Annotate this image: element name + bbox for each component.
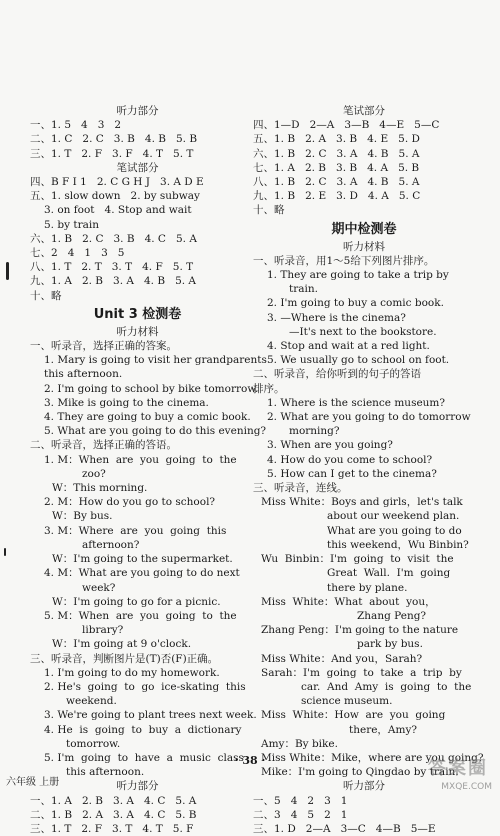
dialogue-line: Mike：I'm going to Qingdao by train. [261, 766, 459, 779]
transcript-line: 2. I'm going to school by bike tomorrow. [44, 382, 259, 395]
transcript-line: 1. They are going to take a trip by [267, 269, 449, 282]
transcript-line: 1. I'm going to do my homework. [44, 666, 220, 679]
transcript-line: tomorrow. [66, 737, 121, 750]
answer-line: 二、1. C 2. C 3. B 4. B 5. B [30, 133, 198, 146]
exam-title: 期中检测卷 [331, 221, 397, 237]
dialogue-line: Zhang Peng：I'm going to the nature [261, 624, 459, 637]
transcript-line: morning? [289, 425, 340, 438]
dialogue-line: Zhang Peng? [357, 609, 427, 622]
dialogue-line: science museum. [301, 695, 393, 708]
transcript-line: 4. How do you come to school? [267, 453, 433, 466]
answer-line: 七、2 4 1 3 5 [30, 247, 125, 260]
answer-line: 四、B F I 1 2. C G H J 3. A D E [30, 176, 204, 189]
transcript-line: this afternoon. [44, 368, 123, 381]
dialogue-line: Amy：By bike. [261, 737, 338, 750]
answer-line: 一、1. 5 4 3 2 [30, 119, 122, 132]
section-heading: 听力部分 [343, 780, 385, 793]
section-heading: 听力部分 [116, 105, 159, 117]
answer-line: 五、1. slow down 2. by subway [30, 190, 200, 203]
answer-line: 三、1. D 2—A 3—C 4—B 5—E [253, 822, 436, 835]
scan-mark [6, 262, 9, 280]
dialogue-line: car. And Amy is going to the [301, 680, 472, 693]
right-column [253, 104, 484, 836]
answer-line: 八、1. T 2. T 3. T 4. F 5. T [30, 261, 194, 274]
transcript-line: 4. He is going to buy a dictionary [44, 723, 242, 736]
question-heading: 二、听录音，给你听到的句子的答语 [253, 368, 421, 381]
section-heading: 笔试部分 [116, 161, 159, 174]
dialogue-line: this weekend，Wu Binbin? [327, 538, 469, 551]
dialogue-line: park by bus. [357, 638, 423, 651]
question-heading: 二、听录音，选择正确的答语。 [30, 439, 177, 452]
transcript-line: zoo? [82, 467, 106, 480]
answer-line: 二、3 4 5 2 1 [253, 808, 348, 821]
transcript-line: W：I'm going to go for a picnic. [52, 595, 221, 608]
transcript-line: 5. How can I get to the cinema? [267, 467, 437, 480]
answer-line: 七、1. A 2. B 3. B 4. A 5. B [253, 161, 420, 174]
transcript-line: 5. We usually go to school on foot. [267, 354, 450, 367]
unit-title: Unit 3 检测卷 [93, 306, 182, 322]
transcript-line: 2. I'm going to buy a comic book. [267, 297, 444, 310]
section-heading: 听力材料 [116, 325, 159, 338]
transcript-line: 4. They are going to buy a comic book. [44, 411, 251, 424]
watermark-mark: 答案圈 [428, 758, 488, 779]
page-number: · 38 · [234, 754, 266, 767]
section-heading: 笔试部分 [343, 105, 385, 117]
question-heading: 排序。 [253, 382, 285, 395]
answer-line: 三、1. T 2. F 3. T 4. T 5. F [30, 822, 194, 835]
dialogue-line: Miss White：How are you going [261, 709, 446, 722]
transcript-line: 4. M：What are you going to do next [44, 567, 240, 580]
transcript-line: 5. M：When are you going to the [44, 609, 237, 622]
transcript-line: —It's next to the bookstore. [289, 325, 437, 338]
transcript-line: 3. —Where is the cinema? [267, 311, 406, 324]
answer-line: 九、1. B 2. E 3. D 4. A 5. C [253, 190, 421, 203]
answer-line: 八、1. B 2. C 3. A 4. B 5. A [253, 176, 420, 189]
transcript-line: W：This morning. [52, 482, 148, 495]
transcript-line: 3. M：Where are you going this [44, 524, 227, 537]
transcript-line: 1. Where is the science museum? [267, 396, 446, 409]
transcript-line: 4. Stop and wait at a red light. [267, 340, 430, 353]
question-heading: 一、听录音，用1～5给下列图片排序。 [253, 254, 435, 267]
transcript-line: 3. When are you going? [267, 439, 393, 452]
answer-line: 六、1. B 2. C 3. A 4. B 5. A [253, 147, 420, 160]
dialogue-line: Miss White：Boys and girls，let's talk [261, 496, 463, 509]
answer-line: 五、1. B 2. A 3. B 4. E 5. D [253, 133, 420, 146]
transcript-line: this afternoon. [66, 766, 145, 779]
transcript-line: 1. Mary is going to visit her grandparents [44, 354, 267, 367]
transcript-line: library? [82, 624, 124, 637]
answer-line: 四、1—D 2—A 3—B 4—E 5—C [253, 119, 440, 132]
transcript-line: 2. M：How do you go to school? [44, 496, 216, 509]
transcript-line: 3. Mike is going to the cinema. [44, 396, 209, 409]
section-heading: 听力材料 [343, 240, 385, 253]
answer-line: 十、略 [253, 204, 285, 217]
transcript-line: 1. M：When are you going to the [44, 453, 237, 466]
scan-mark [4, 548, 6, 556]
dialogue-line: Miss White：What about you， [261, 595, 436, 608]
transcript-line: 2. What are you going to do tomorrow [267, 411, 471, 424]
transcript-line: weekend. [66, 695, 117, 708]
transcript-line: 5. What are you going to do this evening? [44, 425, 267, 438]
dialogue-line: Great Wall. I'm going [327, 567, 451, 580]
transcript-line: W：By bus. [52, 510, 113, 523]
answer-line: 二、1. B 2. A 3. A 4. C 5. B [30, 808, 197, 821]
answer-line: 十、略 [30, 289, 62, 302]
transcript-line: afternoon? [82, 538, 140, 551]
dialogue-line: Wu Binbin：I'm going to visit the [261, 553, 454, 566]
watermark-site: MXQE.COM [441, 781, 492, 792]
answer-line: 5. by train [44, 218, 99, 231]
dialogue-line: Sarah：I'm going to take a trip by [261, 666, 462, 679]
dialogue-line: there，Amy? [349, 723, 418, 736]
answer-line: 三、1. T 2. F 3. F 4. T 5. T [30, 147, 194, 160]
dialogue-line: Miss White：Mike，where are you going? [261, 751, 484, 764]
question-heading: 三、听录音，判断图片是(T)否(F)正确。 [30, 652, 219, 665]
transcript-line: 2. He's going to go ice-skating this [44, 680, 246, 693]
transcript-line: W：I'm going to the supermarket. [52, 553, 233, 566]
dialogue-line: there by plane. [327, 581, 408, 594]
answer-line: 一、1. A 2. B 3. A 4. C 5. A [30, 794, 197, 807]
transcript-line: week? [82, 581, 116, 594]
transcript-line: train. [289, 283, 318, 296]
answer-line: 六、1. B 2. C 3. B 4. C 5. A [30, 232, 197, 245]
section-heading: 听力部分 [116, 780, 159, 793]
question-heading: 三、听录音，连线。 [253, 482, 348, 495]
answer-line: 九、1. A 2. B 3. A 4. B 5. A [30, 275, 197, 288]
dialogue-line: Miss White：And you，Sarah? [261, 652, 423, 665]
question-heading: 一、听录音，选择正确的答案。 [30, 340, 177, 353]
transcript-line: 5. I'm going to have a music class [44, 751, 244, 764]
grade-label: 六年级 上册 [6, 777, 60, 788]
answer-line: 3. on foot 4. Stop and wait [44, 204, 192, 217]
transcript-line: 3. We're going to plant trees next week. [44, 709, 257, 722]
transcript-line: W：I'm going at 9 o'clock. [52, 638, 192, 651]
watermark-logo [422, 758, 492, 794]
dialogue-line: about our weekend plan. [327, 510, 460, 523]
dialogue-line: What are you going to do [327, 524, 462, 537]
answer-line: 一、5 4 2 3 1 [253, 794, 348, 807]
